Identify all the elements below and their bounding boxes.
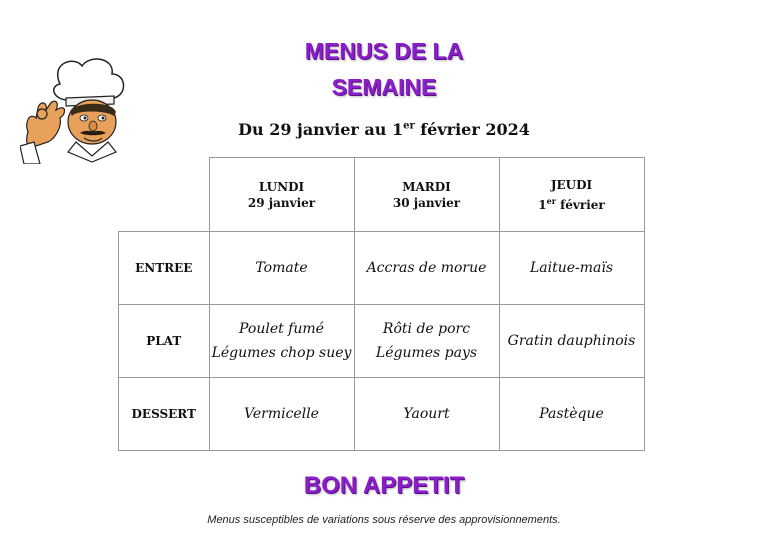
dish-entree-lundi: Tomate: [209, 232, 354, 305]
dish-plat-mardi: Rôti de porc Légumes pays: [354, 305, 499, 378]
page-title-line1: MENUS DE LA: [304, 38, 464, 64]
table-corner: [119, 158, 210, 232]
dish-entree-jeudi: Laitue-maïs: [499, 232, 644, 305]
menu-table: [118, 157, 645, 451]
dish-dessert-mardi: Yaourt: [354, 378, 499, 451]
row-label-plat: PLAT: [119, 305, 210, 378]
closing-message: BON APPETIT: [303, 472, 465, 499]
row-label-entree: ENTREE: [119, 232, 210, 305]
dish-dessert-lundi: Vermicelle: [209, 378, 354, 451]
dish-plat-lundi: Poulet fumé Légumes chop suey: [209, 305, 354, 378]
date-range: Du 29 janvier au 1er février 2024: [238, 120, 530, 139]
day-header-lundi: LUNDI 29 janvier: [209, 158, 354, 232]
dish-entree-mardi: Accras de morue: [354, 232, 499, 305]
day-header-mardi: MARDI 30 janvier: [354, 158, 499, 232]
table-row-plat: [119, 305, 645, 378]
chef-icon: [20, 52, 130, 164]
page-title-line2: SEMAINE: [331, 74, 437, 100]
table-row-dessert: [119, 378, 645, 451]
table-row-entree: [119, 232, 645, 305]
day-header-jeudi: JEUDI 1er février: [499, 158, 644, 232]
dish-dessert-jeudi: Pastèque: [499, 378, 644, 451]
footnote: Menus susceptibles de variations sous réserve des approvisionnements.: [207, 514, 561, 526]
dish-plat-jeudi: Gratin dauphinois: [499, 305, 644, 378]
row-label-dessert: DESSERT: [119, 378, 210, 451]
